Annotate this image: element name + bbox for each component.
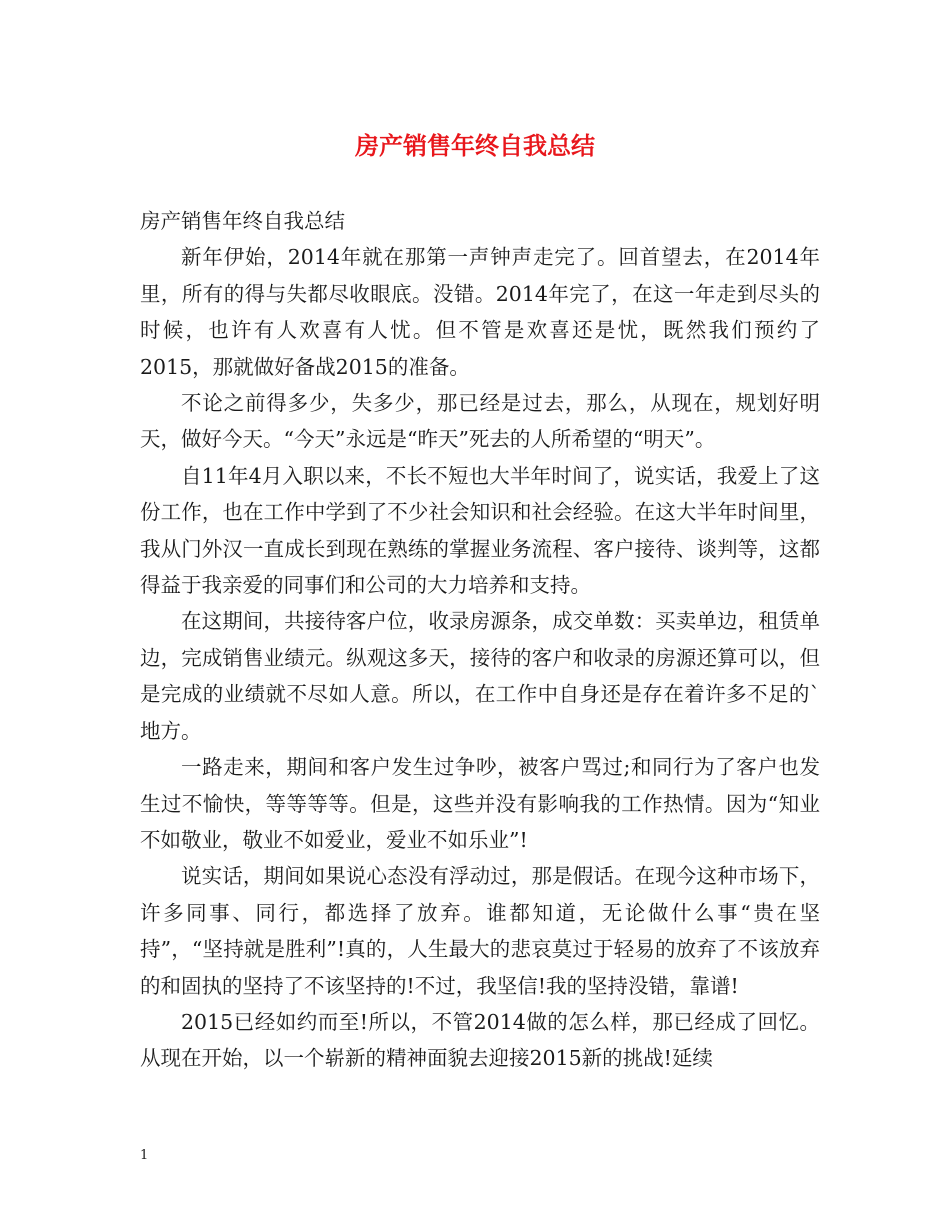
paragraph: 不论之前得多少，失多少，那已经是过去，那么，从现在，规划好明天，做好今天。“今天”永远是“昨天”死去的人所希望的“明天”。 bbox=[140, 391, 820, 452]
paragraph: 说实话，期间如果说心态没有浮动过，那是假话。在现今这种市场下，许多同事、同行，都选择了放弃。谁都知道，无论做什么事“贵在坚持”，“坚持就是胜利”!真的，人生最大的悲哀莫过于轻易的放弃了不该放弃的和固执的坚持了不该坚持的!不过，我坚信!我的坚持没错，靠谱! bbox=[140, 864, 820, 998]
paragraph: 一路走来，期间和客户发生过争吵，被客户骂过;和同行为了客户也发生过不愉快，等等等等。但是，这些并没有影响我的工作热情。因为“知业不如敬业，敬业不如爱业，爱业不如乐业”! bbox=[140, 755, 820, 852]
document-title: 房产销售年终自我总结 bbox=[355, 131, 595, 160]
page-number: 1 bbox=[140, 1148, 149, 1163]
document-subtitle: 房产销售年终自我总结 bbox=[140, 209, 345, 233]
paragraph: 2015已经如约而至!所以，不管2014做的怎么样，那已经成了回忆。从现在开始，以一个崭新的精神面貌去迎接2015新的挑战!延续 bbox=[140, 1009, 820, 1071]
document-body bbox=[140, 203, 820, 1077]
paragraph: 自11年4月入职以来，不长不短也大半年时间了，说实话，我爱上了这份工作，也在工作中学到了不少社会知识和社会经验。在这大半年时间里，我从门外汉一直成长到现在熟练的掌握业务流程、客户接待、谈判等，这都得益于我亲爱的同事们和公司的大力培养和支持。 bbox=[140, 463, 820, 598]
paragraph: 新年伊始，2014年就在那第一声钟声走完了。回首望去，在2014年里，所有的得与失都尽收眼底。没错。2014年完了，在这一年走到尽头的时候，也许有人欢喜有人忧。但不管是欢喜还是忧，既然我们预约了2015，那就做好备战2015的准备。 bbox=[140, 245, 820, 379]
paragraph: 在这期间，共接待客户位，收录房源条，成交单数：买卖单边，租赁单边，完成销售业绩元。纵观这多天，接待的客户和收录的房源还算可以，但是完成的业绩就不尽如人意。所以，在工作中自身还是存在着许多不足的`地方。 bbox=[140, 609, 820, 743]
